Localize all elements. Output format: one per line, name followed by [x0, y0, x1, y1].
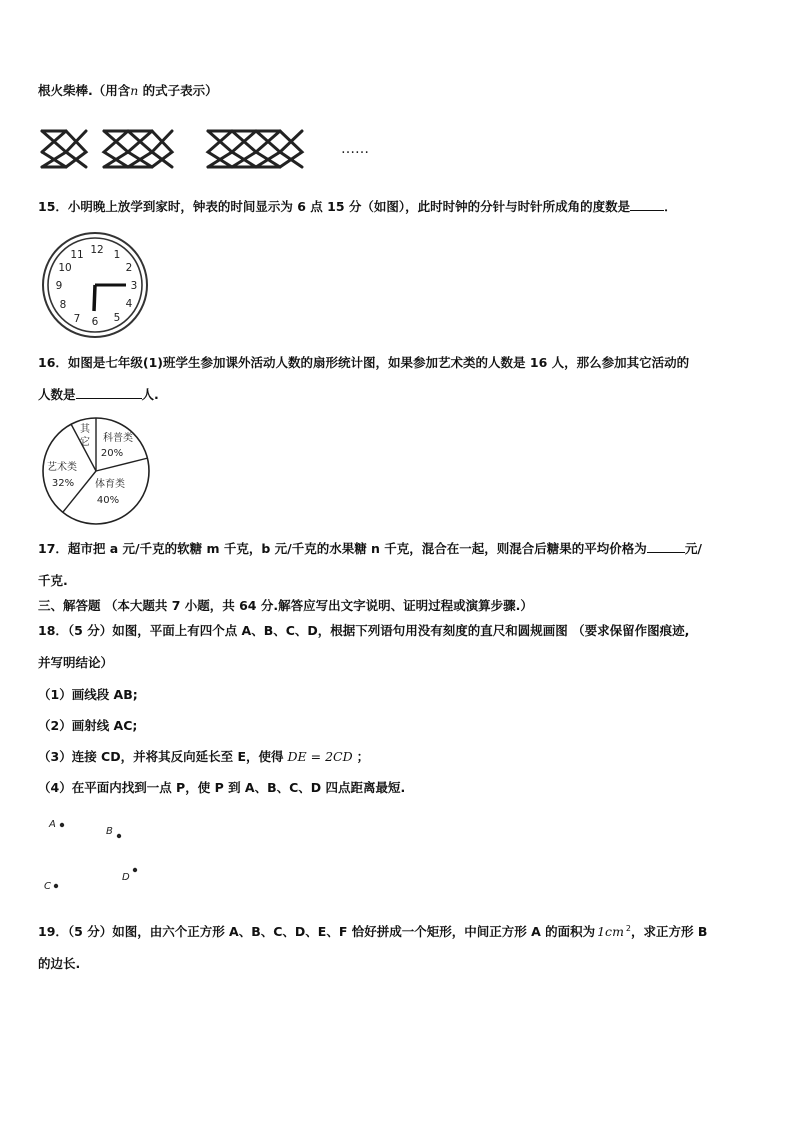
answer-blank[interactable] — [647, 540, 685, 553]
q16-line1: 16．如图是七年级(1)班学生参加课外活动人数的扇形统计图，如果参加艺术类的人数是 16 人，那么参加其它活动的 — [38, 355, 690, 370]
pie-art-pct: 32% — [51, 478, 75, 489]
point-b — [117, 834, 121, 838]
q18-part1: （1）画线段 AB; — [38, 687, 138, 702]
clock-num-12: 12 — [90, 244, 104, 256]
q18-part4: （4）在平面内找到一点 P，使 P 到 A、B、C、D 四点距离最短. — [38, 780, 406, 795]
answer-blank[interactable] — [76, 386, 142, 399]
q14-text: 根火柴棒.（用含n 的式子表示） — [38, 83, 218, 98]
answer-blank[interactable] — [630, 198, 664, 211]
clock-num-3: 3 — [130, 280, 138, 292]
q18-part2: （2）画射线 AC; — [38, 718, 138, 733]
point-a-label: A — [49, 819, 56, 830]
ellipsis-text: …… — [341, 141, 369, 157]
clock-num-6: 6 — [91, 316, 99, 328]
q17-line1: 17．超市把 a 元/千克的软糖 m 千克，b 元/千克的水果糖 n 千克，混合在一起，则混合后糖果的平均价格为 元/ — [38, 541, 702, 556]
q18-part3: （3）连接 CD，并将其反向延长至 E，使得 DE = 2CD ； — [38, 749, 370, 764]
point-c — [54, 884, 58, 888]
q15-text: 15．小明晚上放学到家时，钟表的时间显示为 6 点 15 分（如图），此时时钟的分针与时针所成角的度数是 ． — [38, 199, 677, 214]
q19-line1: 19．（5 分）如图，由六个正方形 A、B、C、D、E、F 恰好拼成一个矩形，中间正方形 A 的面积为 1cm $^2$，求正方形 B — [38, 924, 708, 940]
point-c-label: C — [44, 881, 51, 892]
clock-num-9: 9 — [55, 280, 63, 292]
pie-science-pct: 20% — [100, 448, 124, 459]
q16-line2: 人数是 人. — [38, 387, 159, 402]
hour-hand — [94, 285, 95, 311]
q18-line1: 18．（5 分）如图，平面上有四个点 A、B、C、D，根据下列语句用没有刻度的直尺和圆规画图 （要求保留作图痕迹, — [38, 623, 690, 638]
pie-science-label: 科普类 — [103, 433, 133, 444]
clock-num-8: 8 — [59, 299, 67, 311]
pie-sports-label: 体育类 — [95, 479, 125, 490]
pie-other-char2: 它 — [80, 437, 90, 448]
q17-line2: 千克. — [38, 573, 68, 588]
clock-num-7: 7 — [73, 313, 81, 325]
pie-art-label: 艺术类 — [47, 462, 77, 473]
pie-other-char1: 其 — [80, 424, 90, 435]
q18-line2: 并写明结论） — [38, 655, 114, 670]
four-points-figure — [40, 812, 160, 897]
matchstick-pattern-figure — [36, 122, 381, 172]
clock-num-1: 1 — [113, 249, 121, 261]
point-d — [133, 868, 137, 872]
point-a — [60, 823, 64, 827]
clock-num-10: 10 — [58, 262, 72, 274]
point-d-label: D — [122, 872, 130, 883]
clock-num-2: 2 — [125, 262, 133, 274]
clock-num-11: 11 — [70, 249, 84, 261]
section-heading: 三、解答题 （本大题共 7 小题，共 64 分.解答应写出文字说明、证明过程或演算步骤.） — [38, 598, 533, 613]
clock-num-5: 5 — [113, 312, 121, 324]
clock-num-4: 4 — [125, 298, 133, 310]
pie-sports-pct: 40% — [96, 495, 120, 506]
pie-chart-figure — [36, 416, 154, 526]
q19-line2: 的边长. — [38, 956, 81, 971]
point-b-label: B — [106, 826, 113, 837]
clock-figure — [40, 232, 150, 340]
